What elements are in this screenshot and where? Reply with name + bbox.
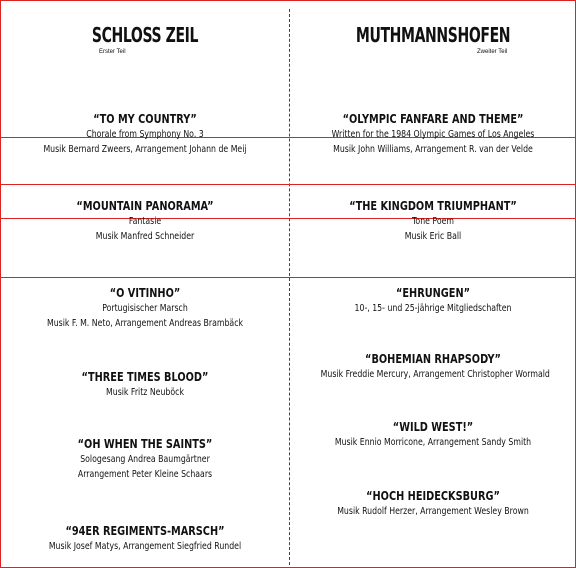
item-line: Musik Rudolf Herzer, Arrangement Wesley Brown <box>337 506 529 517</box>
item-line: Chorale from Symphony No. 3 <box>86 129 204 140</box>
item-title: “THE KINGDOM TRIUMPHANT” <box>349 198 517 213</box>
item-title: “BOHEMIAN RHAPSODY” <box>365 351 501 366</box>
item-line: Tone Poem <box>411 216 455 227</box>
item-title: “HOCH HEIDECKSBURG” <box>366 488 500 503</box>
item-line: Musik Manfred Schneider <box>95 231 195 242</box>
program-item <box>289 198 576 244</box>
item-title: “TO MY COUNTRY” <box>93 111 197 126</box>
item-line: Written for the 1984 Olympic Games of Los Angeles <box>331 129 535 140</box>
program-item <box>289 111 576 157</box>
right-heading: MUTHMANNSHOFEN <box>355 23 511 47</box>
program-item <box>289 419 576 450</box>
program-item <box>289 488 576 519</box>
left-heading-block <box>1 23 289 47</box>
item-line: Arrangement Peter Kleine Schaars <box>77 469 213 480</box>
item-line: Musik Bernard Zweers, Arrangement Johann de Meij <box>43 144 247 155</box>
program-item <box>289 351 576 382</box>
item-title: “O VITINHO” <box>109 285 181 300</box>
program-item <box>289 285 576 316</box>
item-title: “WILD WEST!” <box>392 419 474 434</box>
left-column <box>1 1 289 567</box>
item-line: Musik Eric Ball <box>404 231 462 242</box>
item-line: 10-, 15- und 25-jährige Mitgliedschaften <box>354 303 512 314</box>
left-heading: SCHLOSS ZEIL <box>91 23 199 47</box>
item-title: “EHRUNGEN” <box>395 285 471 300</box>
right-column <box>289 1 576 567</box>
program-item <box>1 198 289 244</box>
item-line: Musik Ennio Morricone, Arrangement Sandy Smith <box>334 437 532 448</box>
program-item <box>1 523 289 554</box>
item-line: Musik John Williams, Arrangement R. van der Velde <box>333 144 533 155</box>
item-line: Musik F. M. Neto, Arrangement Andreas Brambäck <box>46 318 244 329</box>
item-title: “THREE TIMES BLOOD” <box>81 369 209 384</box>
item-line: Musik Freddie Mercury, Arrangement Christopher Wormald <box>320 369 550 380</box>
item-title: “OLYMPIC FANFARE AND THEME” <box>342 111 524 126</box>
item-title: “94ER REGIMENTS-MARSCH” <box>65 523 225 538</box>
item-title: “MOUNTAIN PANORAMA” <box>76 198 214 213</box>
program-item <box>1 369 289 400</box>
item-line: Musik Josef Matys, Arrangement Siegfried Rundel <box>48 541 242 552</box>
item-line: Fantasie <box>128 216 162 227</box>
item-line: Sologesang Andrea Baumgärtner <box>80 454 210 465</box>
item-title: “OH WHEN THE SAINTS” <box>77 436 213 451</box>
item-line: Musik Fritz Neuböck <box>106 387 184 398</box>
left-subheading: Erster Teil <box>99 49 126 55</box>
right-subheading: Zweiter Teil <box>477 49 508 55</box>
right-heading-block <box>289 23 576 47</box>
program-item <box>1 436 289 482</box>
program-item <box>1 111 289 157</box>
program-item <box>1 285 289 331</box>
item-line: Portugisischer Marsch <box>102 303 188 314</box>
